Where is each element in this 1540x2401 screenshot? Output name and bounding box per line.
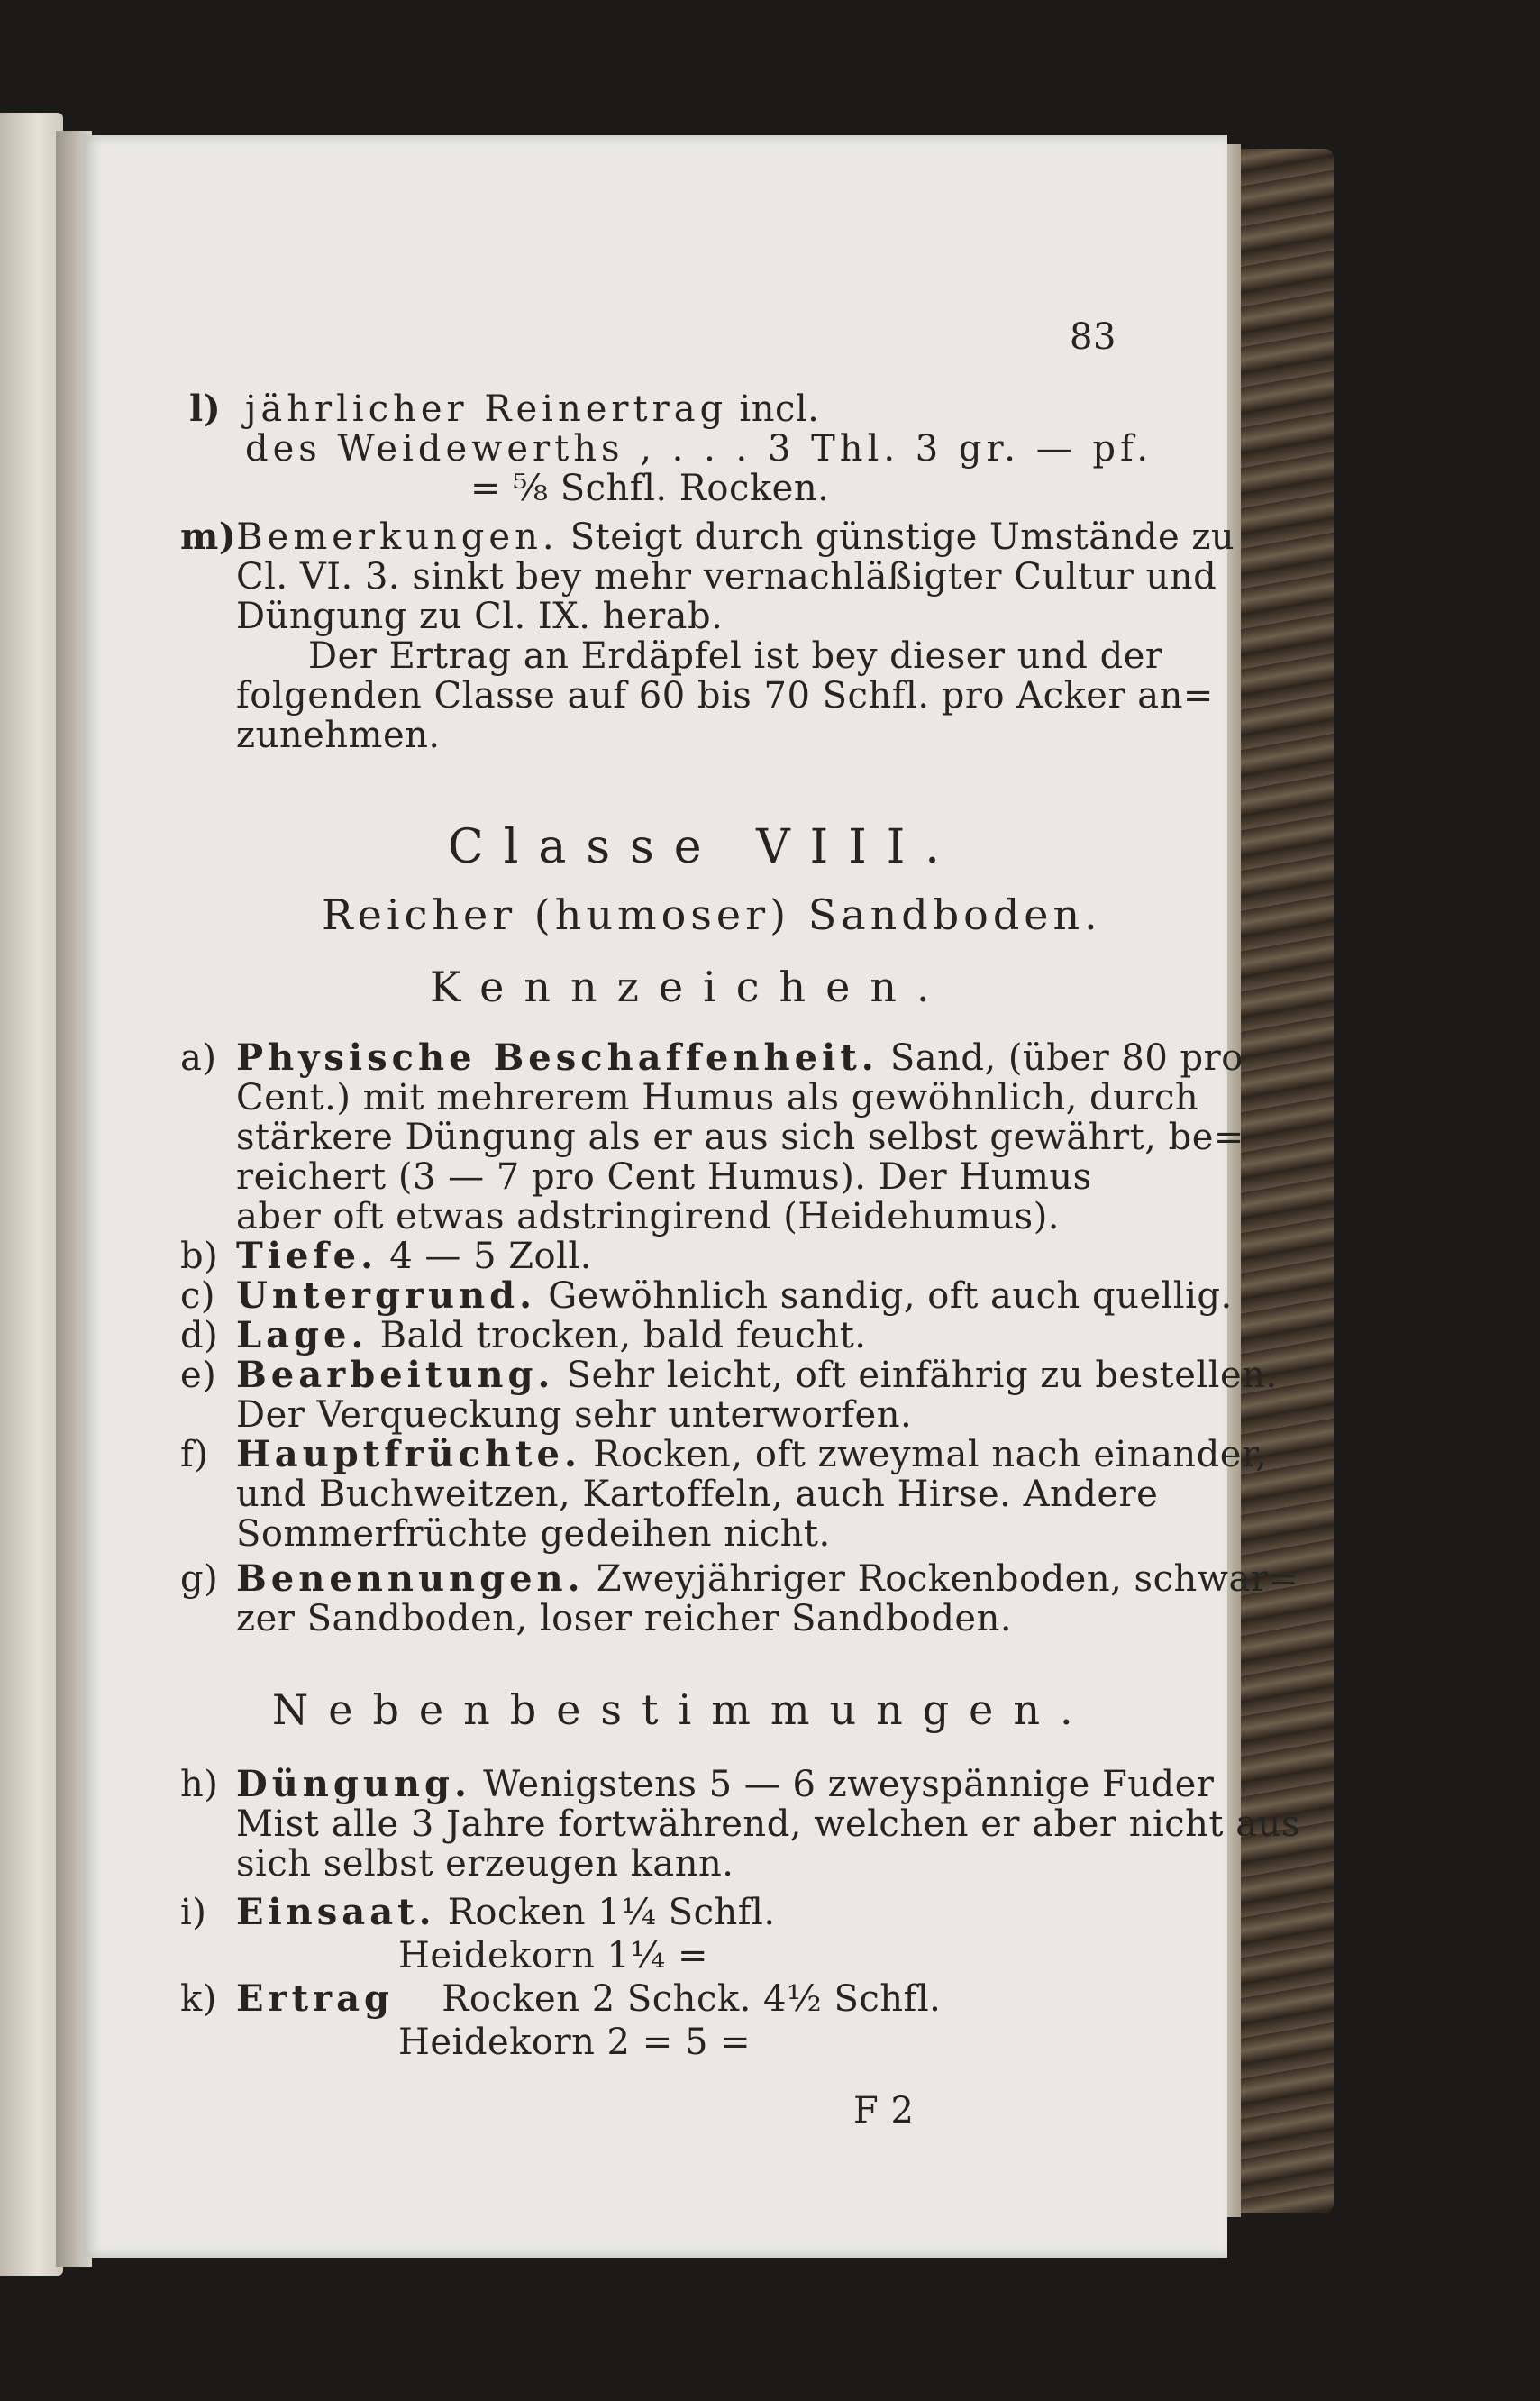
- text-line: a) Physische Beschaffenheit. Sand, (über 80 pro: [180, 1036, 1244, 1079]
- text-line: c) Untergrund. Gewöhnlich sandig, oft auch quellig.: [180, 1274, 1233, 1317]
- text-line: e) Bearbeitung. Sehr leicht, oft einfährig zu bestellen.: [180, 1354, 1278, 1396]
- text-line: aber oft etwas adstringirend (Heidehumus).: [236, 1196, 1061, 1237]
- text-line: Cent.) mit mehrerem Humus als gewöhnlich, durch: [236, 1077, 1199, 1118]
- text-line: Mist alle 3 Jahre fortwährend, welchen er aber nicht aus: [236, 1803, 1300, 1845]
- text-line: folgenden Classe auf 60 bis 70 Schfl. pro Acker an=: [236, 675, 1214, 717]
- book-cover-edge: [1226, 149, 1334, 2213]
- text-line: stärkere Düngung als er aus sich selbst gewährt, be=: [236, 1117, 1244, 1158]
- left-page-edge: [0, 113, 63, 2276]
- page-number: 83: [1070, 316, 1116, 358]
- heading-class: Classe VIII.: [448, 820, 960, 874]
- text-line: Der Verqueckung sehr unterworfen.: [236, 1394, 913, 1436]
- text-line: des Weidewerths , . . . 3 Thl. 3 gr. — pf.: [245, 428, 1153, 470]
- book-page: [83, 135, 1300, 2258]
- text-line: sich selbst erzeugen kann.: [236, 1843, 734, 1885]
- text-line: b) Tiefe. 4 — 5 Zoll.: [180, 1235, 592, 1277]
- text-line: f) Hauptfrüchte. Rocken, oft zweymal nach einander,: [180, 1433, 1268, 1475]
- text-line: d) Lage. Bald trocken, bald feucht.: [180, 1314, 867, 1356]
- footer-signature: F 2: [853, 2090, 915, 2132]
- text-line: k) Ertrag Rocken 2 Schck. 4½ Schfl.: [180, 1977, 942, 2020]
- text-line: Heidekorn 2 = 5 =: [398, 2022, 752, 2063]
- text-line: Sommerfrüchte gedeihen nicht.: [236, 1513, 831, 1555]
- text-line: Der Ertrag an Erdäpfel ist bey dieser und der: [308, 635, 1163, 677]
- heading-kennzeichen: Kennzeichen.: [430, 963, 950, 1011]
- text-line: = ⅝ Schfl. Rocken.: [470, 468, 830, 509]
- text-line: reichert (3 — 7 pro Cent Humus). Der Humus: [236, 1156, 1092, 1198]
- text-line: h) Düngung. Wenigstens 5 — 6 zweyspännige Fuder: [180, 1763, 1215, 1805]
- text-line: Düngung zu Cl. IX. herab.: [236, 596, 724, 637]
- text-line: Heidekorn 1¼ =: [398, 1935, 708, 1976]
- text-line: g) Benennungen. Zweyjähriger Rockenboden, schwar=: [180, 1557, 1299, 1600]
- text-line: i) Einsaat. Rocken 1¼ Schfl.: [180, 1891, 776, 1933]
- text-line: m)Bemerkungen. Steigt durch günstige Umstände zu: [180, 516, 1235, 558]
- heading-nebenbestimmungen: Nebenbestimmungen.: [272, 1685, 1093, 1734]
- text-line: l) jährlicher Reinertrag incl.: [189, 388, 820, 430]
- heading-soil-type: Reicher (humoser) Sandboden.: [322, 890, 1102, 939]
- text-line: Cl. VI. 3. sinkt bey mehr vernachläßigter Cultur und: [236, 556, 1217, 598]
- text-line: zer Sandboden, loser reicher Sandboden.: [236, 1598, 1013, 1639]
- text-line: und Buchweitzen, Kartoffeln, auch Hirse. Andere: [236, 1474, 1159, 1515]
- text-line: zunehmen.: [236, 715, 441, 756]
